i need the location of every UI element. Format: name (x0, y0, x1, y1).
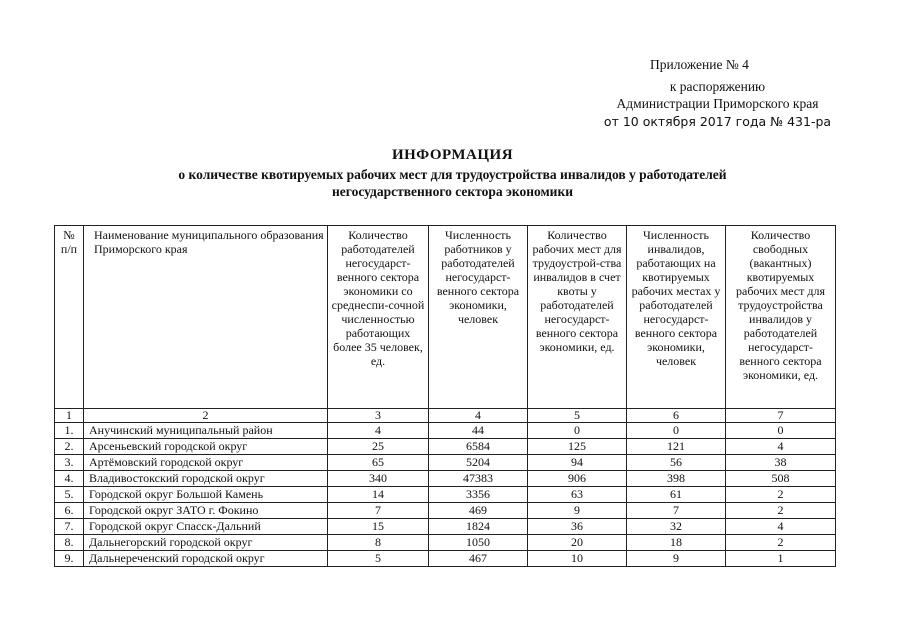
row-vacant-places: 508 (726, 471, 836, 487)
row-employers-count: 5 (328, 551, 429, 567)
table-row (55, 535, 836, 551)
annex-line-3: от 10 октября 2017 года № 431-ра (603, 114, 832, 129)
row-index: 7. (55, 519, 84, 535)
row-vacant-places: 38 (726, 455, 836, 471)
row-employers-count: 14 (328, 487, 429, 503)
table-row (55, 455, 836, 471)
row-vacant-places: 1 (726, 551, 836, 567)
row-municipality: Городской округ Большой Камень (84, 487, 328, 503)
row-index: 6. (55, 503, 84, 519)
row-index: 9. (55, 551, 84, 567)
row-workers-count: 6584 (429, 439, 528, 455)
row-municipality: Дальнегорский городской округ (84, 535, 328, 551)
row-disabled-employed: 0 (627, 423, 726, 439)
row-disabled-employed: 9 (627, 551, 726, 567)
annex-line-2: Администрации Приморского края (616, 96, 819, 111)
row-municipality: Владивостокский городской округ (84, 471, 328, 487)
row-employers-count: 25 (328, 439, 429, 455)
row-quota-places: 20 (528, 535, 627, 551)
row-employers-count: 7 (328, 503, 429, 519)
row-disabled-employed: 18 (627, 535, 726, 551)
column-number: 5 (528, 409, 627, 423)
row-index: 8. (55, 535, 84, 551)
row-disabled-employed: 398 (627, 471, 726, 487)
document-subtitle-1: о количестве квотируемых рабочих мест для трудоустройства инвалидов у работодателей (178, 167, 727, 182)
row-disabled-employed: 7 (627, 503, 726, 519)
row-workers-count: 47383 (429, 471, 528, 487)
column-number: 7 (726, 409, 836, 423)
table-body (55, 423, 836, 567)
row-index: 4. (55, 471, 84, 487)
row-quota-places: 125 (528, 439, 627, 455)
row-vacant-places: 2 (726, 503, 836, 519)
row-disabled-employed: 121 (627, 439, 726, 455)
row-workers-count: 1050 (429, 535, 528, 551)
document-subtitle-2: негосударственного сектора экономики (332, 184, 573, 199)
row-quota-places: 0 (528, 423, 627, 439)
row-municipality: Дальнереченский городской округ (84, 551, 328, 567)
row-employers-count: 4 (328, 423, 429, 439)
column-number: 2 (84, 409, 328, 423)
row-quota-places: 906 (528, 471, 627, 487)
table-row (55, 487, 836, 503)
header-workers-count: Численность работников у работодателей негосударст-венного сектора экономики, человек (429, 226, 528, 409)
row-quota-places: 9 (528, 503, 627, 519)
row-municipality: Городской округ Спасск-Дальний (84, 519, 328, 535)
row-quota-places: 36 (528, 519, 627, 535)
row-disabled-employed: 56 (627, 455, 726, 471)
row-workers-count: 467 (429, 551, 528, 567)
row-workers-count: 5204 (429, 455, 528, 471)
row-workers-count: 3356 (429, 487, 528, 503)
row-vacant-places: 2 (726, 535, 836, 551)
row-index: 5. (55, 487, 84, 503)
header-disabled-employed: Численность инвалидов, работающих на квотируемых рабочих местах у работодателей негосударст-венного сектора экономики, человек (627, 226, 726, 409)
annex-title: Приложение № 4 (650, 57, 749, 72)
row-workers-count: 44 (429, 423, 528, 439)
row-vacant-places: 4 (726, 519, 836, 535)
header-row (55, 226, 836, 409)
row-municipality: Городской округ ЗАТО г. Фокино (84, 503, 328, 519)
row-employers-count: 8 (328, 535, 429, 551)
row-employers-count: 15 (328, 519, 429, 535)
row-municipality: Артёмовский городской округ (84, 455, 328, 471)
table-row (55, 519, 836, 535)
row-workers-count: 1824 (429, 519, 528, 535)
header-quota-places: Количество рабочих мест для трудоустрой-ства инвалидов в счет квоты у работодателей негосударст-венного сектора экономики, ед. (528, 226, 627, 409)
row-disabled-employed: 32 (627, 519, 726, 535)
row-index: 1. (55, 423, 84, 439)
row-municipality: Анучинский муниципальный район (84, 423, 328, 439)
column-number: 4 (429, 409, 528, 423)
row-index: 3. (55, 455, 84, 471)
header-vacant-places: Количество свободных (вакантных) квотируемых рабочих мест для трудоустройства инвалидов у работодателей негосударст-венного сектора экономики, ед. (726, 226, 836, 409)
quota-table (54, 225, 836, 567)
row-employers-count: 340 (328, 471, 429, 487)
row-index: 2. (55, 439, 84, 455)
header-index: № п/п (55, 226, 84, 409)
table-row (55, 423, 836, 439)
header-municipality: Наименование муниципального образования Приморского края (84, 226, 328, 409)
row-vacant-places: 4 (726, 439, 836, 455)
row-quota-places: 10 (528, 551, 627, 567)
table-row (55, 439, 836, 455)
row-employers-count: 65 (328, 455, 429, 471)
row-vacant-places: 2 (726, 487, 836, 503)
column-number: 3 (328, 409, 429, 423)
column-number: 6 (627, 409, 726, 423)
table-row (55, 503, 836, 519)
header-employers-count: Количество работодателей негосударст-венного сектора экономики со среднеспи-сочной численностью работающих более 35 человек, ед. (328, 226, 429, 409)
row-workers-count: 469 (429, 503, 528, 519)
annex-line-1: к распоряжению (669, 79, 766, 94)
row-quota-places: 63 (528, 487, 627, 503)
row-municipality: Арсеньевский городской округ (84, 439, 328, 455)
row-vacant-places: 0 (726, 423, 836, 439)
row-disabled-employed: 61 (627, 487, 726, 503)
column-number-row (55, 409, 836, 423)
table-row (55, 551, 836, 567)
row-quota-places: 94 (528, 455, 627, 471)
document-title: ИНФОРМАЦИЯ (391, 147, 514, 163)
table-row (55, 471, 836, 487)
column-number: 1 (55, 409, 84, 423)
